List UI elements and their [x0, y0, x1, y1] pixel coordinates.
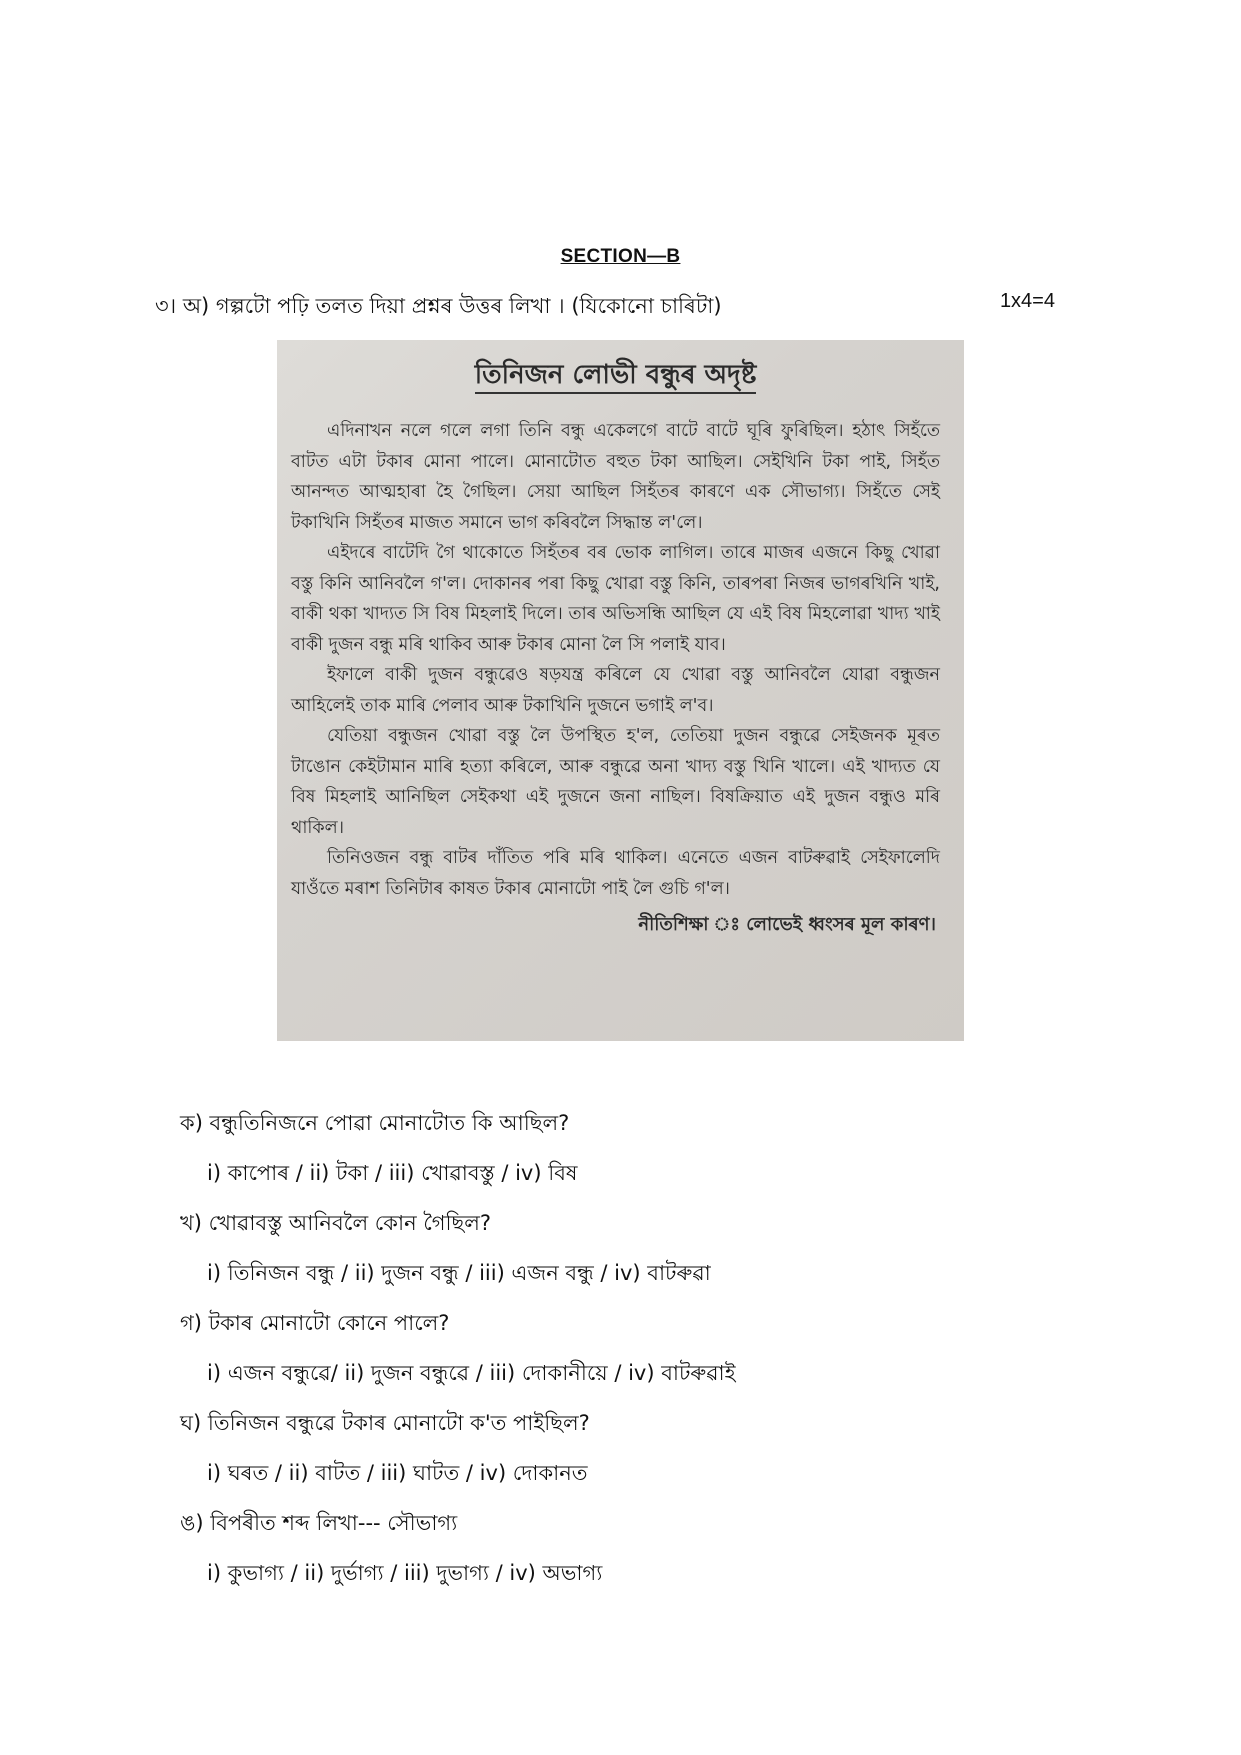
options-gha: i) ঘৰত / ii) বাটত / iii) ঘাটত / iv) দোকানত [207, 1461, 588, 1485]
question-gha: ঘ) তিনিজন বন্ধুৱে টকাৰ মোনাটো ক'ত পাইছিল? [180, 1411, 590, 1435]
question-instruction: ৩। অ) গল্পটো পঢ়ি তলত দিয়া প্ৰশ্নৰ উত্তৰ লিখা । (যিকোনো চাৰিটা) [155, 294, 722, 318]
question-ga: গ) টকাৰ মোনাটো কোনে পালে? [180, 1311, 450, 1335]
question-uma: ঙ) বিপৰীত শব্দ লিখা--- সৌভাগ্য [180, 1511, 458, 1535]
question-list [180, 1108, 1080, 1608]
passage-paragraph: ইফালে বাকী দুজন বন্ধুৱেও ষড়যন্ত্ৰ কৰিলে যে খোৱা বস্তু আনিবলৈ যোৱা বন্ধুজন আহিলেই তাক মাৰি পেলাব আৰু টকাখিনি দুজনে ভগাই ল'ব। [291, 665, 940, 716]
passage-paragraph: যেতিয়া বন্ধুজন খোৱা বস্তু লৈ উপস্থিত হ'ল, তেতিয়া দুজন বন্ধুৱে সেইজনক মূৰত টাঙোন কেইটামান মাৰি হত্যা কৰিলে, আৰু বন্ধুৱে অনা খাদ্য বস্তু খিনি খালে। এই খাদ্যত যে বিষ মিহলাই আনিছিল সেইকথা এই দুজনে জনা নাছিল। বিষক্ৰিয়াত এই দুজন বন্ধুও মৰি থাকিল। [291, 726, 940, 838]
options-ka: i) কাপোৰ / ii) টকা / iii) খোৱাবস্তু / iv) বিষ [207, 1161, 578, 1185]
question-kha: খ) খোৱাবস্তু আনিবলৈ কোন গৈছিল? [180, 1211, 492, 1235]
passage-moral: নীতিশিক্ষা ঃ লোভেই ধ্বংসৰ মূল কাৰণ। [638, 914, 936, 935]
section-title: SECTION—B [560, 246, 681, 267]
passage-paragraph: তিনিওজন বন্ধু বাটৰ দাঁতিত পৰি মৰি থাকিল। এনেতে এজন বাটৰুৱাই সেইফালেদি যাওঁতে মৰাশ তিনিটাৰ কাষত টকাৰ মোনাটো পাই লৈ গুচি গ'ল। [291, 848, 940, 899]
marks-label: 1x4=4 [999, 290, 1055, 312]
passage-title-text: তিনিজন লোভী বন্ধুৰ অদৃষ্ট [475, 360, 757, 394]
passage-image [277, 340, 964, 1041]
options-ga: i) এজন বন্ধুৱে/ ii) দুজন বন্ধুৱে / iii) দোকানীয়ে / iv) বাটৰুৱাই [207, 1361, 736, 1385]
passage-title [291, 354, 940, 398]
options-kha: i) তিনিজন বন্ধু / ii) দুজন বন্ধু / iii) এজন বন্ধু / iv) বাটৰুৱা [207, 1261, 711, 1285]
passage-paragraph: এইদৰে বাটেদি গৈ থাকোতে সিহঁতৰ বৰ ভোক লাগিল। তাৰে মাজৰ এজনে কিছু খোৱা বস্তু কিনি আনিবলৈ গ'ল। দোকানৰ পৰা কিছু খোৱা বস্তু কিনি, তাৰপৰা নিজৰ ভাগৰখিনি খাই, বাকী থকা খাদ্যত সি বিষ মিহলাই দিলে। তাৰ অভিসন্ধি আছিল যে এই বিষ মিহলোৱা খাদ্য খাই বাকী দুজন বন্ধু মৰি থাকিব আৰু টকাৰ মোনা লৈ সি পলাই যাব। [291, 543, 940, 655]
passage-paragraph: এদিনাখন নলে গলে লগা তিনি বন্ধু একেলগে বাটে বাটে ঘূৰি ফুৰিছিল। হঠাৎ সিহঁতে বাটত এটা টকাৰ মোনা পালে। মোনাটোত বহুত টকা আছিল। সেইখিনি টকা পাই, সিহঁত আনন্দত আত্মহাৰা হৈ গৈছিল। সেয়া আছিল সিহঁতৰ কাৰণে এক সৌভাগ্য। সিহঁতে সেই টকাখিনি সিহঁতৰ মাজত সমানে ভাগ কৰিবলৈ সিদ্ধান্ত ল'লে। [291, 421, 940, 533]
question-ka: ক) বন্ধুতিনিজনে পোৱা মোনাটোত কি আছিল? [180, 1111, 570, 1135]
options-uma: i) কুভাগ্য / ii) দুৰ্ভাগ্য / iii) দুভাগ্য / iv) অভাগ্য [207, 1561, 603, 1585]
question-header [155, 290, 1055, 325]
